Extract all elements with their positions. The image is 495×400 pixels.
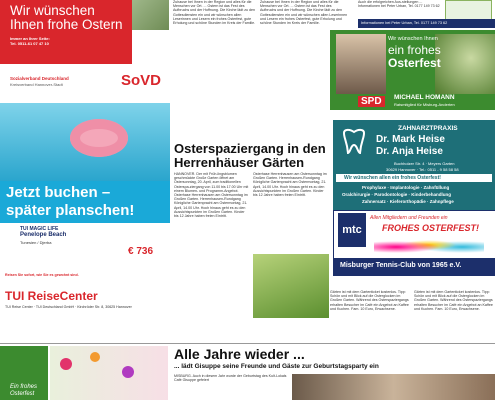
spd-ad (330, 30, 495, 110)
easter-ad-line2: Osterfest (10, 391, 35, 397)
tennis-club: Misburger Tennis-Club von 1965 e.V. (340, 262, 462, 269)
article-body-text: Osterhase Herrenhausen am Ostersonntag im Großen Garten. Herrenhausen-Rundgang Königliche Gartenpracht am Ostermontag, 21. April, 14.00 Uhr. Hoch hinaus geht es zu den Aussichtspunkten im Großen Garten. Kinder bis 12 Jahre haben freien Eintritt. (174, 193, 248, 219)
spd-photo (336, 34, 386, 94)
spd-person-role: Ratsmitglied für Misburg-Anderten (394, 102, 455, 107)
dental-doc1: Dr. Mark Heise (376, 134, 445, 145)
tui-logo: TUI ReiseCenter (5, 289, 98, 303)
flower-icon (122, 366, 134, 378)
article-col4-text: Gärten ist mit dem Gartenticket kostenlos. Tipp: Schön und mit Blick auf die Osterglocken im Großen Garten. Während des Osterspaziergangs erhalten Besucher im Café ein Angebot an Kaffee und Kuchen. Fam. 10 Euro, Erwachsene. (414, 290, 493, 311)
article-col3 (330, 290, 410, 340)
dental-services-2: Oralchirurgie · Parodontologie · Kinderbehandlung (342, 192, 452, 197)
dental-address: Buchholzer Str. 4 · Meyers Garten (394, 161, 455, 166)
tennis-logo: mtc (338, 213, 366, 247)
sovd-logo: SoVD (121, 72, 162, 89)
bottom-photo (292, 374, 495, 400)
sovd-info-line2: Tel. 0511-61 07 47 10 (10, 41, 49, 46)
flower-icon (60, 358, 72, 370)
tui-price: € 736 (128, 246, 154, 257)
top-right-text (358, 0, 440, 18)
tennis-ad (333, 210, 495, 276)
tui-tagline: Reisen Sie sofort, wie Sie es gewohnt sind. (5, 273, 79, 277)
dental-title: ZAHNARZTPRAXIS (398, 125, 458, 132)
dental-doc2: Dr. Anja Heise (376, 146, 443, 157)
spd-person-name: MICHAEL HOMANN (394, 94, 455, 101)
top-right-logo (445, 0, 492, 20)
bottom-easter-ad (0, 346, 48, 400)
spd-headline-2: ein frohes (388, 43, 441, 57)
top-middle-paragraph: Zuhause bei Ihnen in der Region und alles für die Menschen vor Ort. ... Ostern ist das Fest des Aufbruchs und der Hoffnung. Die Kirche lädt zu den Gottesdiensten ein und wir wünschen allen Leserinnen und Lesern ein frohes Osterfest, gute Erholung und schöne Stunden im Kreis der Familie. (173, 0, 256, 26)
top-middle-paragraph-2: Zuhause bei Ihnen in der Region und alles für die Menschen vor Ort. ... Ostern ist das Fest des Aufbruchs und der Hoffnung. Die Kirche lädt zu den Gottesdiensten ein und wir wünschen allen Leserinnen und Lesern ein frohes Osterfest, gute Erholung und schöne Stunden im Kreis der Familie. (260, 0, 348, 26)
article-lead-text: HANNOVER. Der mit Früh-lingsblumen geschmückte Große Garten öffnet am Ostersonntag, 20. April, zum traditionellen Osterspa-ziergang von 11.00 bis 17.00 Uhr mit einem Blumen- und Programm-Angebot. (174, 172, 249, 193)
tennis-greeting-2: FROHES OSTERFEST! (382, 223, 480, 233)
sovd-org-name: Sozialverband Deutschland (10, 76, 69, 81)
float-ring-icon (70, 119, 128, 157)
sovd-headline: Wir wünschen Ihnen frohe Ostern (10, 3, 123, 32)
article-title-2: Herrenhäuser Gärten (174, 155, 305, 170)
tui-ad (0, 103, 170, 325)
contact-bar-text: Informationen bei Peter Urban, Tel. 0177 149 73 62 (361, 21, 448, 25)
tennis-greeting-1: Allen Mitgliedern und Freunden ein (370, 215, 448, 221)
tui-hotel-name: Penelope Beach (20, 232, 67, 238)
article-title-1: Osterspaziergang in den (174, 141, 326, 156)
article-lead (174, 172, 250, 322)
dental-services-1: Prophylaxe · Implantologie · Zahnfüllung (362, 185, 450, 190)
top-right-paragraph: Auch die erfolgreichen Aus-stellungen ... Informationen bei Peter Urban, Tel. 0177 149 73 62 (358, 0, 440, 9)
spd-headline-1: Wir wünschen Ihnen (388, 36, 438, 42)
easter-ad-line1: Ein frohes (10, 384, 38, 390)
tooth-icon (340, 127, 368, 155)
sovd-photo (132, 0, 169, 30)
tui-hotel-brand: TUI MAGIC LIFE (20, 226, 59, 232)
sovd-info-line1: Immer an Ihrer Seite: (10, 36, 50, 41)
article-photo (253, 254, 329, 318)
bottom-flowers-image (50, 346, 168, 400)
dental-greeting: Wir wünschen allen ein frohes Osterfest! (344, 175, 441, 181)
tennis-club-bar (334, 258, 495, 275)
dental-greeting-bar (336, 174, 492, 182)
tui-headline-2: später planschen! (6, 202, 135, 219)
article-col4 (414, 290, 494, 340)
sovd-ad (0, 0, 169, 100)
tui-headline-1: Jetzt buchen – (6, 184, 111, 201)
sovd-org-sub: Kreisverband Hannover-Stadt (10, 82, 63, 87)
bottom-intro: MISBURG. Auch in diesem Jahr wurde der Geburtstag des Kult-Lokals Café Gisuppe gefeiert (174, 374, 287, 383)
article-col2-text: Osterhase Herrenhausen am Ostersonntag im Großen Garten. Herrenhausen-Rundgang Königliche Gartenpracht am Ostermontag, 21. April, 14.00 Uhr. Hoch hinaus geht es zu den Aussichtspunkten im Großen Garten. Kinder bis 12 Jahre haben freien Eintritt. (253, 172, 327, 198)
article-col3-text: Gärten ist mit dem Gartenticket kostenlos. Tipp: Schön und mit Blick auf die Osterglocken im Großen Garten. Während des Osterspaziergangs erhalten Besucher im Café ein Angebot an Kaffee und Kuchen. Fam. 10 Euro, Erwachsene. (330, 290, 409, 311)
dental-services-3: Zahnersatz · Kieferorthopädie · Zahnpflege (362, 199, 454, 204)
article-col2 (253, 172, 329, 252)
contact-bar (358, 19, 495, 28)
spd-headline-3: Osterfest (388, 56, 441, 70)
spd-bunny-photo (435, 34, 495, 94)
easter-eggs-image (374, 235, 484, 255)
tui-hotel-country: Tunesien / Djerba (20, 240, 52, 245)
bottom-subtitle: ... lädt Gisuppe seine Freunde und Gäste zur Geburtstagsparty ein (174, 363, 379, 370)
flower-icon (90, 352, 100, 362)
dental-ad (333, 120, 495, 210)
bottom-title: Alle Jahre wieder ... (174, 346, 305, 362)
top-middle-text (173, 0, 258, 108)
tui-band (0, 181, 170, 223)
tui-address: TUI Reise Center · TUI Deutschland GmbH · Kirchröder Str. 8, 30625 Hannover (5, 305, 132, 309)
divider (0, 343, 495, 344)
tui-photo (0, 103, 170, 181)
spd-logo: SPD (358, 96, 385, 107)
dental-phone: 30629 Hannover · Tel.: 0511 - 9 58 58 58 (386, 167, 459, 172)
